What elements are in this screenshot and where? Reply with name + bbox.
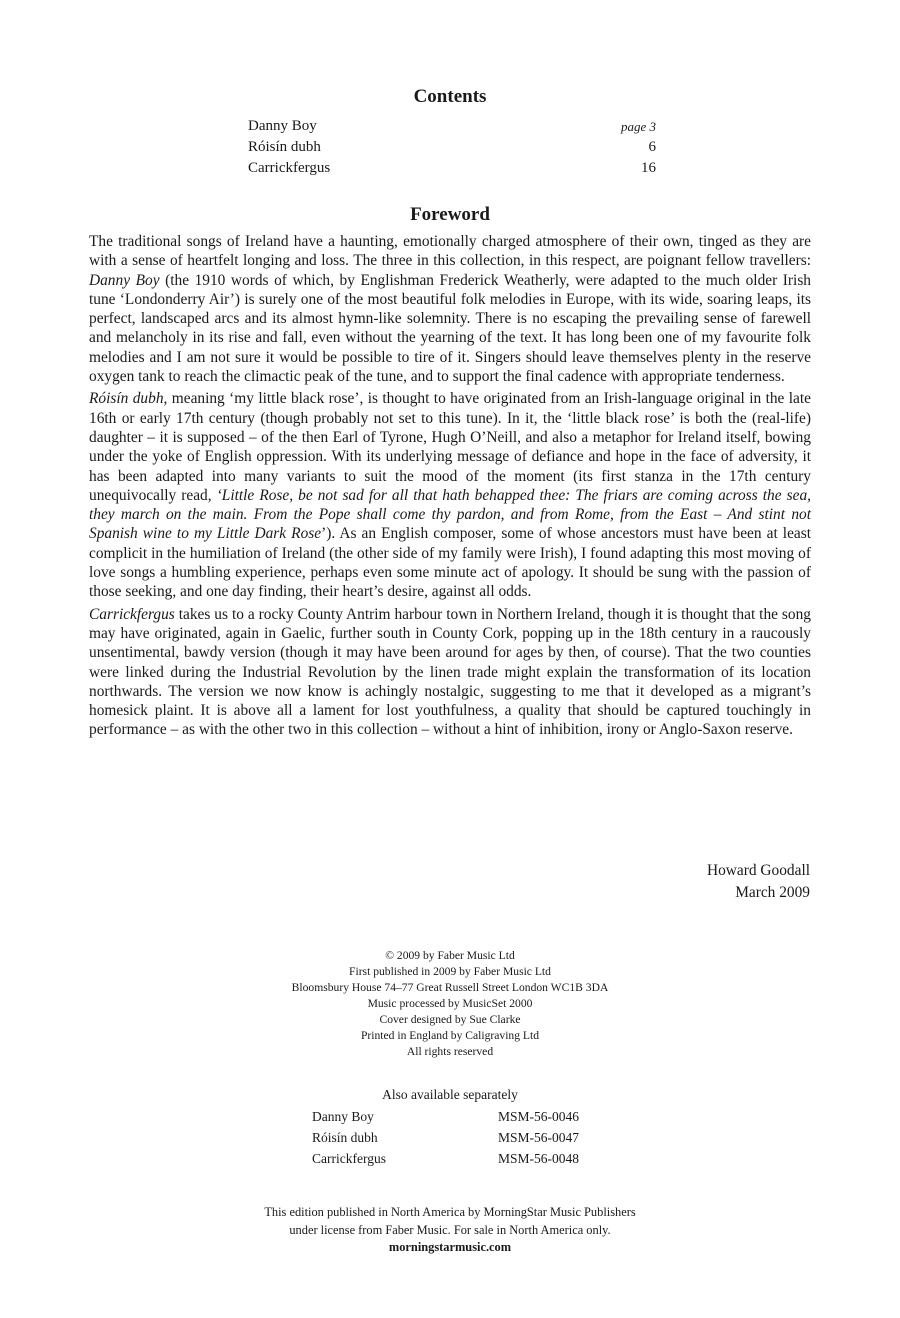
imprint-line: All rights reserved — [406, 1045, 494, 1058]
list-item — [312, 1127, 592, 1148]
contents-heading: Contents — [413, 86, 487, 107]
publisher-imprint — [0, 948, 900, 1060]
foreword-paragraph-danny-boy: The traditional songs of Ireland have a haunting, emotionally charged atmosphere of their own, tinged as they are with a sense of heartfelt longing and loss. The three in this collection, in this respect, are poignant fellow travellers: Danny Boy (the 1910 words of which, by Englishman Frederick Weatherly, were adapted to the much older Irish tune ‘Londonderry Air’) is surely one of the most beautiful folk melodies in Europe, with its wide, soaring leaps, its perfect, landscaped arcs and its almost hymn-like solemnity. There is no escaping the prevailing sense of farewell and melancholy in its rise and fall, even without the yearning of the text. It has long been one of my favourite folk melodies and I am not sure it would be possible to tire of it. Singers should leave themselves plenty in the reserve oxygen tank to reach the climactic peak of the tune, and to support the final cadence with appropriate tenderness. — [89, 233, 811, 386]
toc-row — [248, 116, 656, 137]
edition-code: MSM-56-0047 — [498, 1130, 580, 1145]
foreword-signature — [707, 860, 810, 904]
toc-row — [248, 137, 656, 158]
list-item — [312, 1148, 592, 1169]
toc-title: Danny Boy — [248, 118, 317, 134]
foreword-paragraph-carrickfergus: Carrickfergus takes us to a rocky County Antrim harbour town in Northern Ireland, though it is thought that the song may have originated, again in Gaelic, further south in County Cork, popping up in the 18th century in a raucously unsentimental, bawdy version (though it may have been around for ages by then, of course). That the two counties were linked during the Industrial Revolution by the linen trade might explain the transformation of its location northwards. The version we now know is achingly nostalgic, suggesting to me that it developed as a migrant’s homesick plaint. It is above all a lament for lost youthfulness, a quality that should be captured touchingly in performance – as with the other two in this collection – without a hint of inhibition, irony or Anglo-Saxon reserve. — [89, 605, 811, 739]
foreword-paragraph-roisin-dubh: Róisín dubh, meaning ‘my little black rose’, is thought to have originated from an Irish-language original in the late 16th or early 17th century (though probably not set to this tune). In it, the ‘little black rose’ is both the (real-life) daughter – it is supposed – of the then Earl of Tyrone, Hugh O’Neill, and also a metaphor for Ireland itself, bowing under the yoke of English oppression. With its underlying message of defiance and hope in the face of adversity, it has been adapted into many variants to suit the mood of the moment (its first stanza in the 17th century unequivocally read, ‘Little Rose, be not sad for all that hath behapped thee: The friars are coming across the sea, they march on the main. From the Pope shall come thy pardon, and from Rome, from the East – And stint not Spanish wine to my Little Dark Rose’). As an English composer, some of whose ancestors must have been at least complicit in the humiliation of Ireland (the other side of my family were Irish), I found adapting this most moving of love songs a humbling experience, perhaps even some minute act of apology. It should be sung with the passion of those seeking, and one day finding, their heart’s desire, against all odds. — [89, 390, 812, 601]
imprint-line: First published in 2009 by Faber Music Ltd — [349, 965, 551, 978]
toc-row — [248, 158, 656, 179]
imprint-line: © 2009 by Faber Music Ltd — [385, 949, 515, 962]
table-of-contents — [248, 116, 656, 179]
toc-page-number: page 3 — [620, 119, 656, 134]
north-america-notice — [0, 1204, 900, 1257]
author-name: Howard Goodall — [706, 862, 810, 879]
foreword-body — [89, 232, 811, 743]
imprint-line: Printed in England by Caligraving Ltd — [360, 1029, 540, 1042]
imprint-line: Cover designed by Sue Clarke — [379, 1013, 521, 1026]
edition-title: Danny Boy — [312, 1109, 374, 1124]
edition-title: Róisín dubh — [312, 1130, 378, 1145]
edition-code: MSM-56-0048 — [498, 1151, 580, 1166]
toc-title: Carrickfergus — [248, 160, 331, 176]
notice-line: under license from Faber Music. For sale in North America only. — [289, 1222, 611, 1237]
notice-line: This edition published in North America by MorningStar Music Publishers — [264, 1205, 636, 1219]
foreword-date: March 2009 — [735, 884, 810, 901]
imprint-line: Music processed by MusicSet 2000 — [367, 997, 533, 1010]
toc-title: Róisín dubh — [248, 139, 321, 155]
imprint-line: Bloomsbury House 74–77 Great Russell Street London WC1B 3DA — [291, 981, 609, 994]
publisher-website: morningstarmusic.com — [388, 1240, 512, 1254]
toc-page-number: 16 — [641, 160, 656, 176]
edition-code: MSM-56-0046 — [498, 1109, 580, 1124]
toc-page-number: 6 — [648, 139, 656, 155]
also-available-heading: Also available separately — [382, 1087, 518, 1102]
foreword-heading: Foreword — [410, 204, 490, 225]
list-item — [312, 1106, 592, 1127]
also-available-list — [312, 1106, 592, 1169]
edition-title: Carrickfergus — [312, 1151, 386, 1166]
